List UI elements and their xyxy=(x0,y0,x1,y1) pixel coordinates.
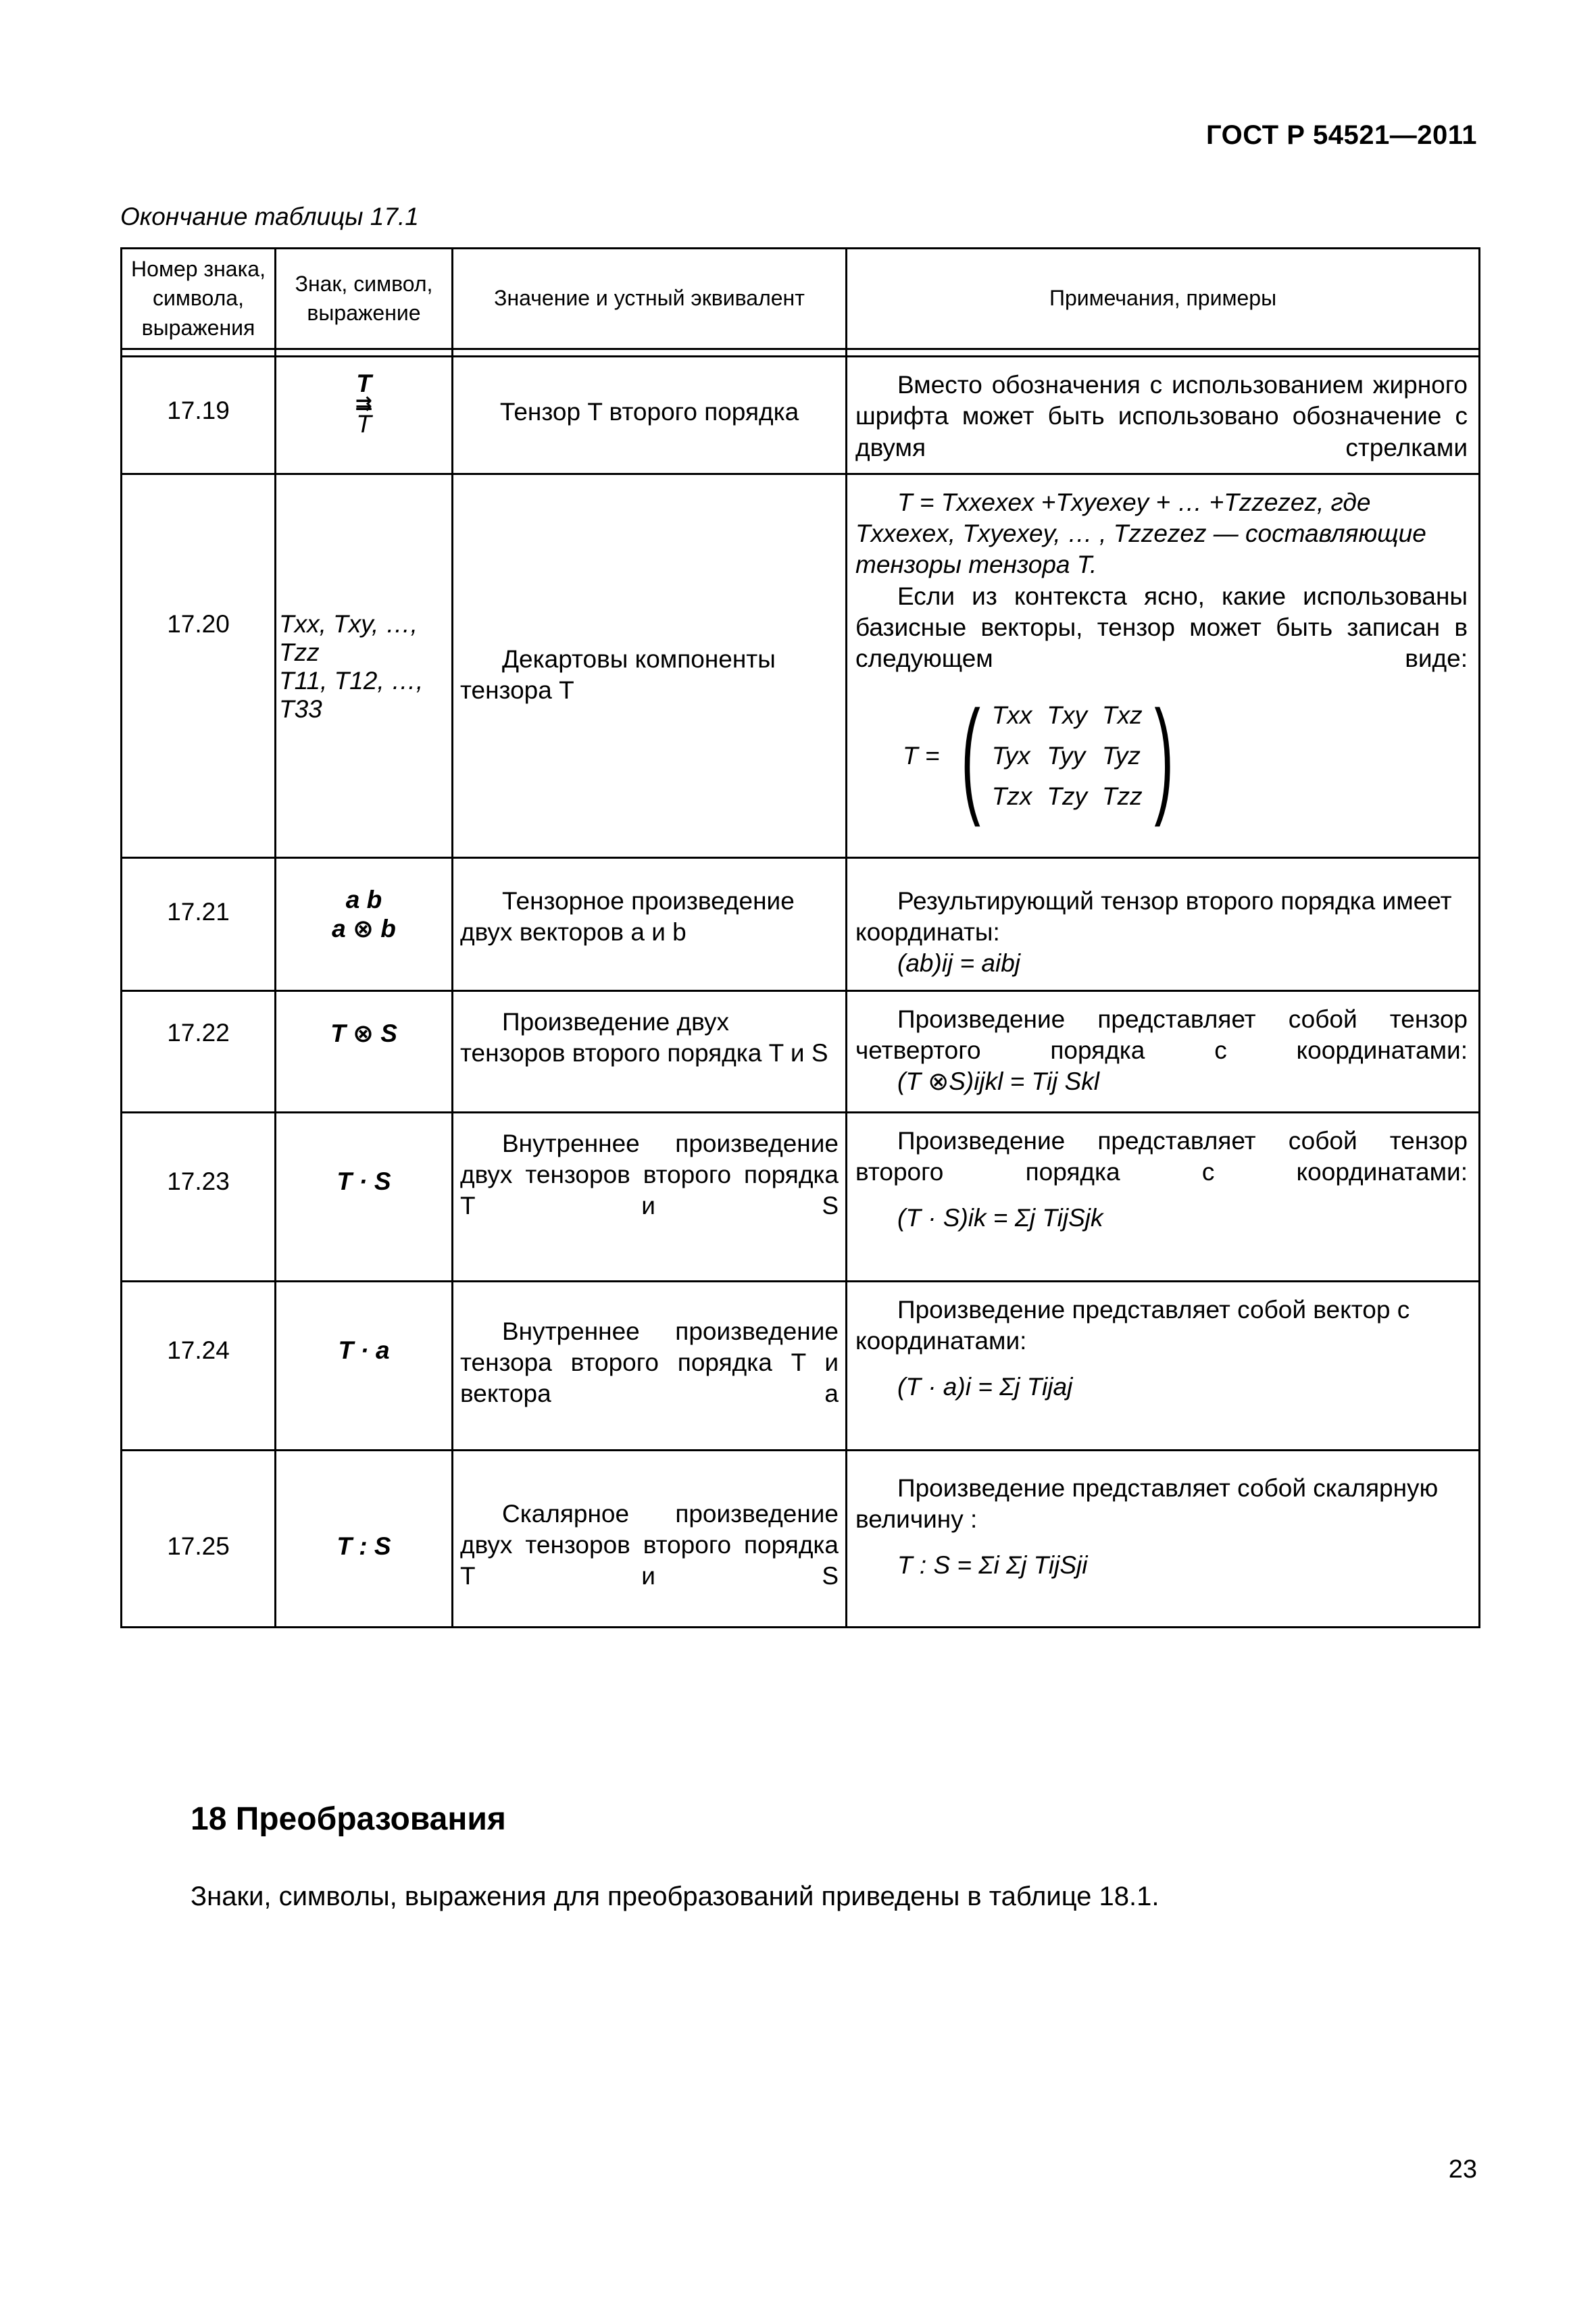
note-text: Вместо обозначения с использованием жирного шрифта может быть использовано обозначение с двумя стрелками xyxy=(855,371,1468,461)
meaning-text: Внутреннее произведение двух тензоров второго порядка T и S xyxy=(460,1129,839,1220)
row-note xyxy=(847,1281,1480,1450)
page-number: 23 xyxy=(1448,2155,1477,2184)
row-number: 17.24 xyxy=(122,1281,276,1450)
table-row xyxy=(122,1450,1480,1627)
note-text: Если из контекста ясно, какие использованы базисные векторы, тензор может быть записан в следующем виде: xyxy=(855,582,1468,672)
row-symbol xyxy=(276,1281,453,1450)
row-meaning xyxy=(453,1281,847,1450)
col-header-notes: Примечания, примеры xyxy=(847,249,1480,349)
table-row xyxy=(122,1112,1480,1281)
row-note xyxy=(847,357,1480,474)
meaning-text: Тензорное произведение двух векторов a и b xyxy=(460,886,795,946)
row-number: 17.20 xyxy=(122,474,276,857)
section-text: Знаки, символы, выражения для преобразований приведены в таблице 18.1. xyxy=(191,1882,1159,1911)
note-text: Произведение представляет собой тензор четвертого порядка с координатами: xyxy=(855,1005,1468,1064)
symbol-text: T : S xyxy=(336,1532,391,1560)
row-number: 17.21 xyxy=(122,857,276,990)
table-caption: Окончание таблицы 17.1 xyxy=(120,203,419,230)
row-note xyxy=(847,990,1480,1112)
note-formula: (T · a)i = Σj Tijaj xyxy=(897,1373,1073,1401)
row-symbol xyxy=(276,990,453,1112)
note-text: Произведение представляет собой тензор второго порядка с координатами: xyxy=(855,1126,1468,1186)
symbol-text: T · S xyxy=(336,1167,391,1195)
row-symbol xyxy=(276,1112,453,1281)
row-note xyxy=(847,1112,1480,1281)
row-meaning: Тензор T второго порядка xyxy=(453,357,847,474)
symbol-components-123: T11, T12, …, T33 xyxy=(279,666,424,723)
row-meaning xyxy=(453,1450,847,1627)
matrix-grid xyxy=(992,700,1143,813)
table-row xyxy=(122,357,1480,474)
symbol-line-1: a b xyxy=(345,885,382,913)
document-header: ГОСТ Р 54521—2011 xyxy=(1206,120,1477,150)
row-symbol xyxy=(276,857,453,990)
row-number: 17.25 xyxy=(122,1450,276,1627)
symbol-text: T ⊗ S xyxy=(330,1019,397,1047)
header-separator xyxy=(122,349,1480,357)
table-header-row xyxy=(122,249,1480,349)
row-number: 17.19 xyxy=(122,357,276,474)
symbol-line-2: a ⊗ b xyxy=(332,914,396,942)
row-meaning xyxy=(453,990,847,1112)
col-header-meaning: Значение и устный эквивалент xyxy=(453,249,847,349)
note-formula: T : S = Σi Σj TijSji xyxy=(897,1551,1088,1580)
note-text: Произведение представляет собой вектор с координатами: xyxy=(855,1295,1410,1355)
table-row xyxy=(122,990,1480,1112)
row-number: 17.23 xyxy=(122,1112,276,1281)
double-arrow-icon: ⇉ xyxy=(355,393,373,415)
note-formula: (T · S)ik = Σj TijSjk xyxy=(897,1204,1103,1232)
row-number: 17.22 xyxy=(122,990,276,1112)
right-paren-icon: ) xyxy=(1154,684,1174,828)
meaning-text: Декартовы компоненты тензора T xyxy=(460,645,776,704)
note-text: Произведение представляет собой скалярную величину : xyxy=(855,1474,1439,1533)
note-text: Результирующий тензор второго порядка имеет координаты: xyxy=(855,886,1452,946)
table-row xyxy=(122,1281,1480,1450)
row-symbol xyxy=(276,357,453,474)
row-note xyxy=(847,474,1480,857)
matrix-cell: Tzx xyxy=(991,782,1032,811)
tensor-matrix xyxy=(903,684,1468,828)
left-paren-icon: ( xyxy=(960,684,980,828)
note-formula: T = Txxexex +Txyexey + … +Tzzezez, где Txxexex, Txyexey, … , Tzzezez — составляющие тензоры тензора T. xyxy=(855,488,1426,579)
row-note xyxy=(847,1450,1480,1627)
col-header-number: Номер знака, символа, выражения xyxy=(122,249,276,349)
matrix-cell: Txz xyxy=(1102,701,1143,729)
symbol-text: T · a xyxy=(338,1336,390,1364)
row-meaning xyxy=(453,857,847,990)
matrix-cell: Txx xyxy=(991,701,1032,729)
note-formula: (T ⊗S)ijkl = Tij Skl xyxy=(897,1067,1099,1096)
symbol-components-xyz: Txx, Txy, …, Tzz xyxy=(279,609,418,666)
matrix-cell: Tyy xyxy=(1047,742,1086,770)
note-formula: (ab)ij = aibj xyxy=(897,949,1021,978)
col-header-symbol: Знак, символ, выражение xyxy=(276,249,453,349)
meaning-text: Произведение двух тензоров второго порядка T и S xyxy=(460,1007,828,1067)
row-symbol xyxy=(276,474,453,857)
symbols-table xyxy=(120,247,1480,1628)
matrix-cell: Tzz xyxy=(1102,782,1143,811)
symbol-arrow-t: $\overline{T}$ xyxy=(356,410,372,438)
meaning-text: Внутреннее произведение тензора второго порядка T и вектора a xyxy=(460,1317,839,1408)
matrix-label: T = xyxy=(903,742,940,770)
meaning-text: Скалярное произведение двух тензоров второго порядка T и S xyxy=(460,1499,839,1590)
matrix-cell: Txy xyxy=(1047,701,1087,729)
row-meaning xyxy=(453,474,847,857)
row-note xyxy=(847,857,1480,990)
table-row xyxy=(122,474,1480,857)
matrix-cell: Tzy xyxy=(1047,782,1087,811)
section-title: 18 Преобразования xyxy=(191,1801,506,1837)
table-row xyxy=(122,857,1480,990)
symbol-bold-t: T xyxy=(356,370,372,397)
matrix-cell: Tyz xyxy=(1102,742,1141,770)
row-meaning xyxy=(453,1112,847,1281)
row-symbol xyxy=(276,1450,453,1627)
matrix-cell: Tyx xyxy=(991,742,1030,770)
